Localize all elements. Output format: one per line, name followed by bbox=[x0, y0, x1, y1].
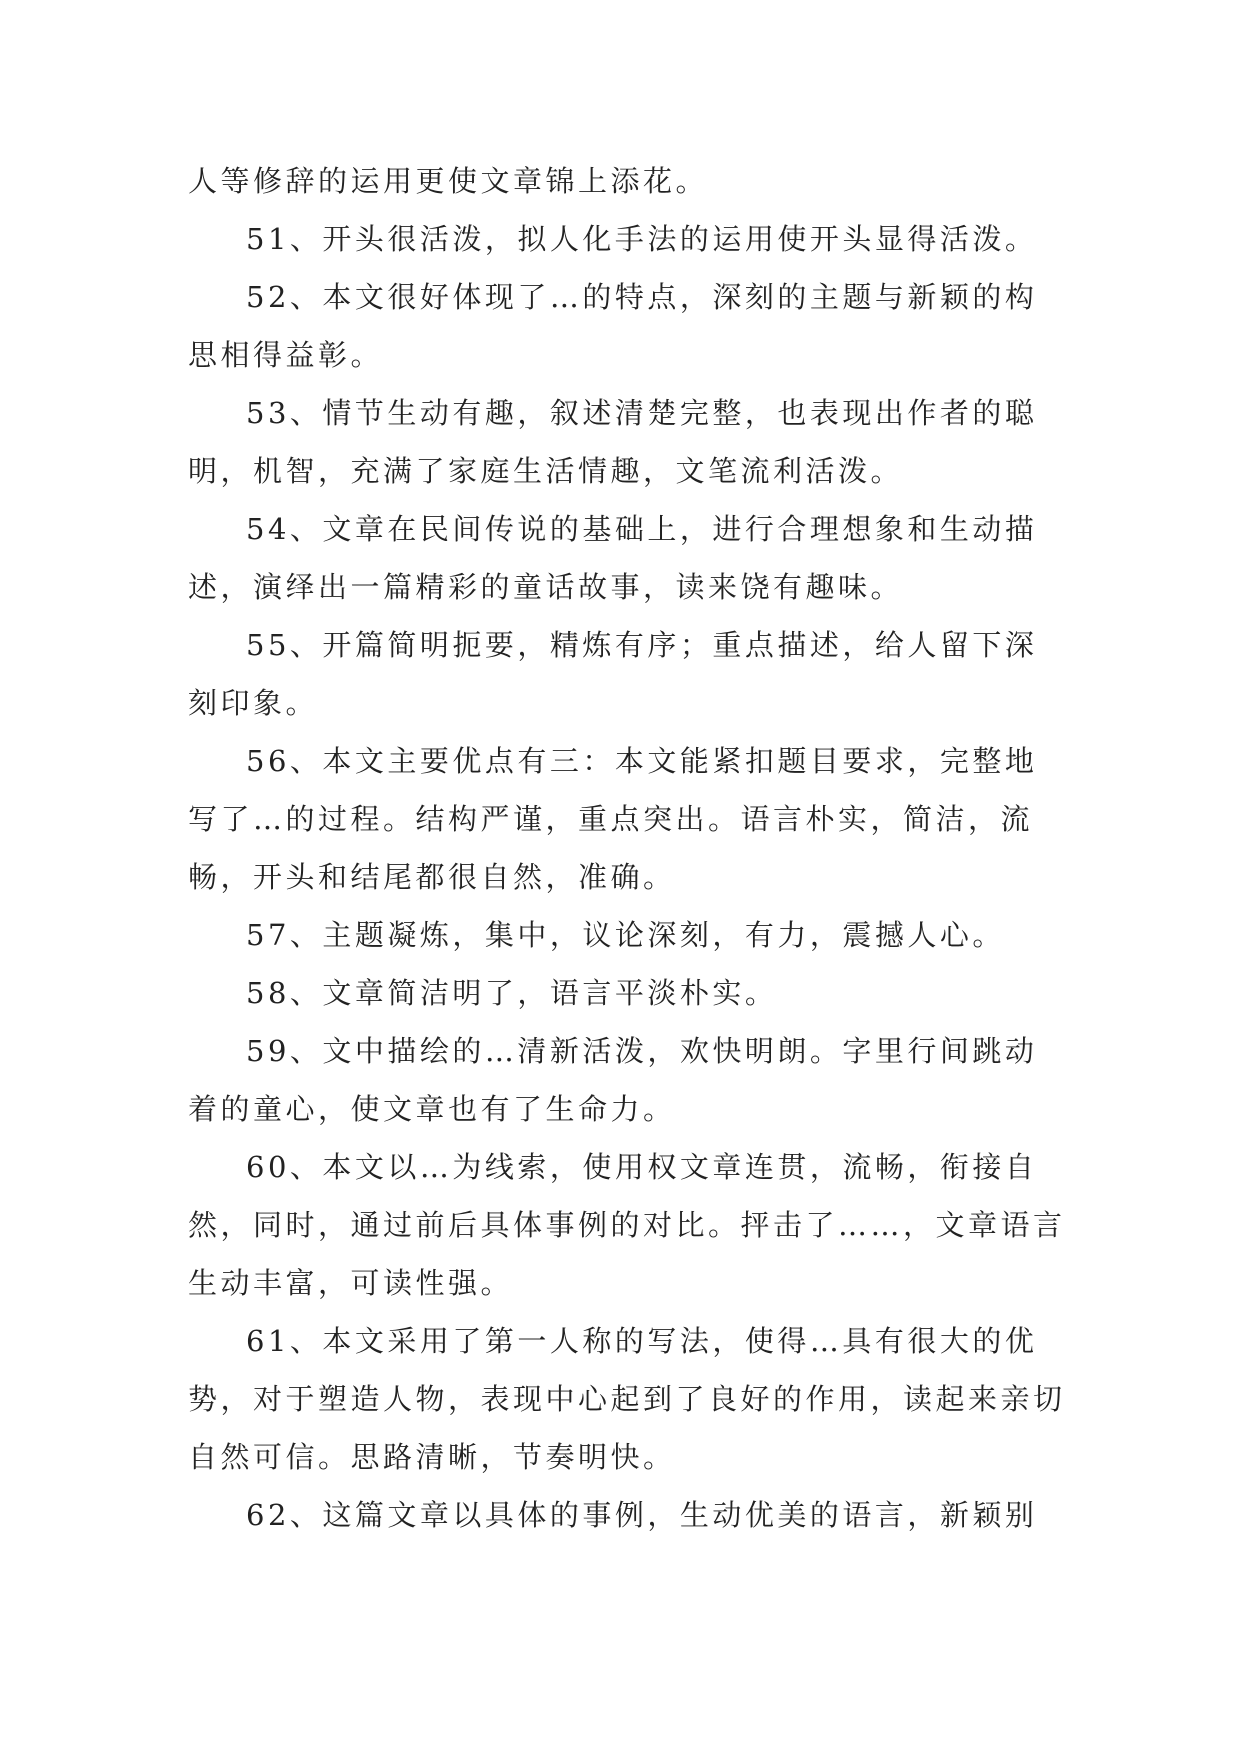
paragraph-item-57: 57、主题凝炼，集中，议论深刻，有力，震撼人心。 bbox=[246, 918, 1005, 952]
paragraph-item-51: 51、开头很活泼，拟人化手法的运用使开头显得活泼。 bbox=[246, 222, 1038, 256]
paragraph-item-62: 62、这篇文章以具体的事例，生动优美的语言，新颖别 bbox=[246, 1498, 1038, 1532]
paragraph-item-60: 60、本文以…为线索，使用权文章连贯，流畅，衔接自然，同时，通过前后具体事例的对比。抨击了……，文章语言生动丰富，可读性强。 bbox=[188, 1150, 1066, 1300]
document-body bbox=[188, 152, 1068, 1544]
paragraph-continuation: 人等修辞的运用更使文章锦上添花。 bbox=[188, 164, 709, 198]
paragraph-item-55: 55、开篇简明扼要，精炼有序；重点描述，给人留下深刻印象。 bbox=[188, 628, 1038, 720]
paragraph-item-56: 56、本文主要优点有三：本文能紧扣题目要求，完整地写了…的过程。结构严谨，重点突出。语言朴实，简洁，流畅，开头和结尾都很自然，准确。 bbox=[188, 744, 1038, 894]
paragraph-item-58: 58、文章简洁明了，语言平淡朴实。 bbox=[246, 976, 778, 1010]
paragraph-item-59: 59、文中描绘的…清新活泼，欢快明朗。字里行间跳动着的童心，使文章也有了生命力。 bbox=[188, 1034, 1038, 1126]
paragraph-item-54: 54、文章在民间传说的基础上，进行合理想象和生动描述，演绎出一篇精彩的童话故事，读来饶有趣味。 bbox=[188, 512, 1038, 604]
paragraph-item-53: 53、情节生动有趣，叙述清楚完整，也表现出作者的聪明，机智，充满了家庭生活情趣，文笔流利活泼。 bbox=[188, 396, 1038, 488]
paragraph-item-52: 52、本文很好体现了…的特点，深刻的主题与新颖的构思相得益彰。 bbox=[188, 280, 1038, 372]
paragraph-item-61: 61、本文采用了第一人称的写法，使得…具有很大的优势，对于塑造人物，表现中心起到了良好的作用，读起来亲切自然可信。思路清晰，节奏明快。 bbox=[188, 1324, 1066, 1474]
